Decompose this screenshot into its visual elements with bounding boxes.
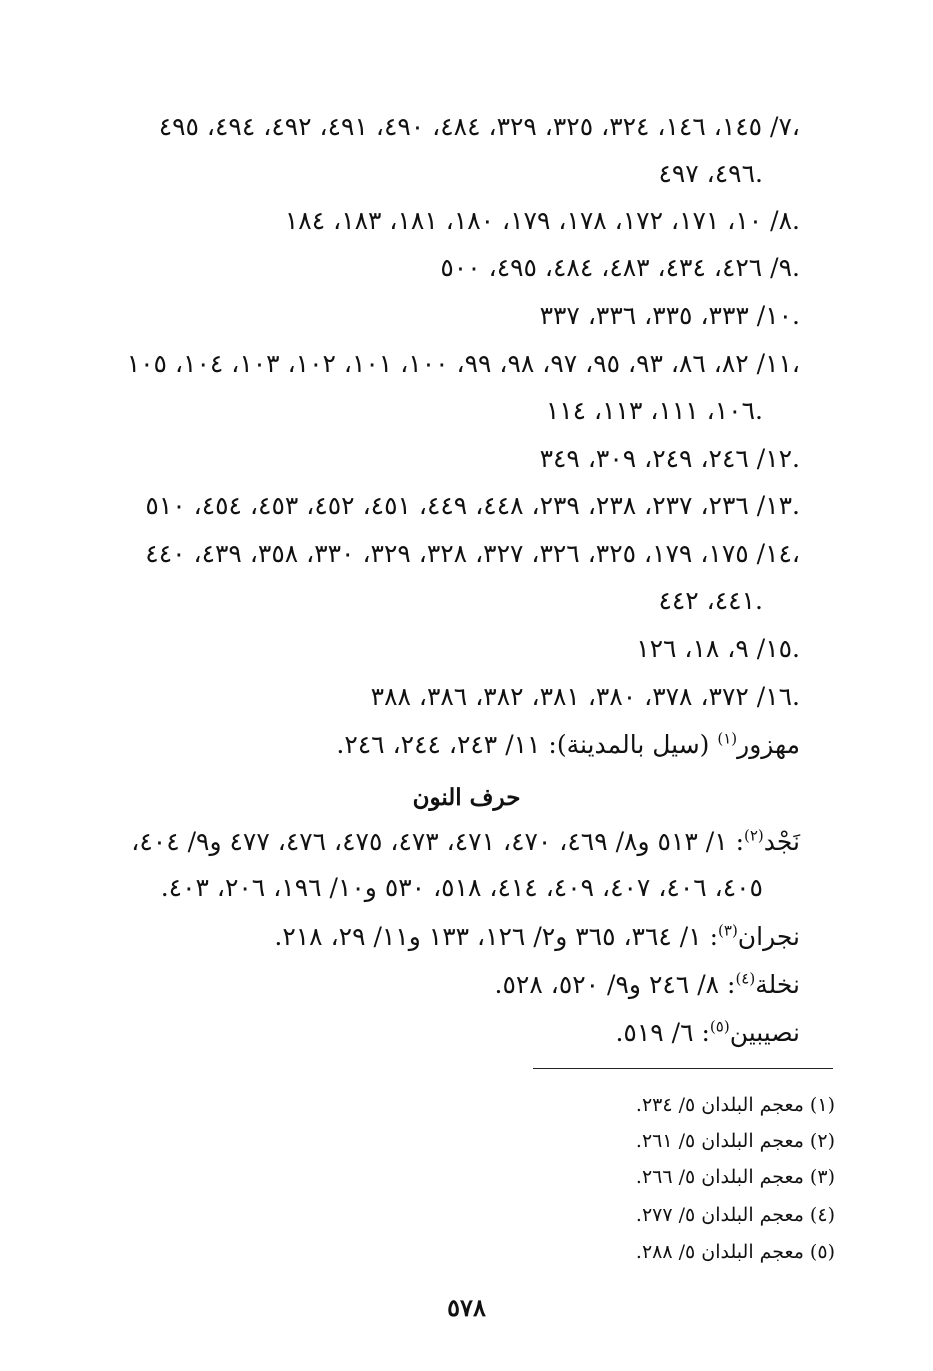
place-name: نَجْد — [763, 827, 800, 856]
footnote-ref: (٣) — [718, 921, 738, 940]
place-name: نخلة — [755, 970, 800, 999]
place-entry-najd — [131, 822, 800, 862]
place-refs: (سيل بالمدينة): ١١/ ٢٤٣، ٢٤٤، ٢٤٦. — [336, 730, 718, 759]
index-entry: ١٤/ ١٧٥، ١٧٩، ٣٢٥، ٣٢٦، ٣٢٧، ٣٢٨، ٣٢٩، ٣٣٠، ٣٥٨، ٤٣٩، ٤٤٠، — [145, 539, 800, 568]
index-entry: ٩/ ٤٢٦، ٤٣٤، ٤٨٣، ٤٨٤، ٤٩٥، ٥٠٠. — [440, 253, 800, 282]
index-entry: ١٠/ ٣٣٣، ٣٣٥، ٣٣٦، ٣٣٧. — [539, 301, 800, 330]
index-entry: ٨/ ١٠، ١٧١، ١٧٢، ١٧٨، ١٧٩، ١٨٠، ١٨١، ١٨٣، ١٨٤. — [284, 206, 800, 235]
place-entry-najran — [274, 917, 800, 957]
footnote-ref: (٢) — [744, 826, 764, 845]
index-entry-continuation: ٤٩٦، ٤٩٧. — [658, 159, 763, 188]
footnote: (٥) معجم البلدان ٥/ ٢٨٨. — [635, 1241, 835, 1263]
place-entry-mahzur — [336, 725, 800, 765]
index-entry: ١٦/ ٣٧٢، ٣٧٨، ٣٨٠، ٣٨١، ٣٨٢، ٣٨٦، ٣٨٨. — [370, 682, 800, 711]
place-name: مهزور — [737, 730, 800, 759]
index-entry: ٧/ ١٤٥، ١٤٦، ٣٢٤، ٣٢٥، ٣٢٩، ٤٨٤، ٤٩٠، ٤٩١، ٤٩٢، ٤٩٤، ٤٩٥، — [158, 112, 800, 141]
place-entry-nasibin — [615, 1013, 800, 1053]
footnote-ref: (٥) — [709, 1017, 730, 1036]
place-refs: : ٨/ ٢٤٦ و٩/ ٥٢٠، ٥٢٨. — [494, 970, 736, 999]
place-refs: : ٦/ ٥١٩. — [615, 1018, 710, 1047]
footnote-divider — [533, 1068, 833, 1069]
index-entry-continuation: ٤٠٥، ٤٠٦، ٤٠٧، ٤٠٩، ٤١٤، ٥١٨، ٥٣٠ و١٠/ ١٩٦، ٢٠٦، ٤٠٣. — [160, 873, 763, 902]
place-refs: : ١/ ٣٦٤، ٣٦٥ و٢/ ١٢٦، ١٣٣ و١١/ ٢٩، ٢١٨. — [274, 922, 719, 951]
place-name: نصيبين — [729, 1018, 800, 1047]
index-entry: ١٢/ ٢٤٦، ٢٤٩، ٣٠٩، ٣٤٩. — [539, 444, 800, 473]
place-entry-nakhla — [495, 965, 800, 1005]
place-name: نجران — [737, 922, 800, 951]
index-entry: ١٣/ ٢٣٦، ٢٣٧، ٢٣٨، ٢٣٩، ٤٤٨، ٤٤٩، ٤٥١، ٤٥٢، ٤٥٣، ٤٥٤، ٥١٠. — [145, 491, 800, 520]
footnote: (١) معجم البلدان ٥/ ٢٣٤. — [635, 1094, 835, 1116]
place-refs: : ١/ ٥١٣ و٨/ ٤٦٩، ٤٧٠، ٤٧١، ٤٧٣، ٤٧٥، ٤٧٦، ٤٧٧ و٩/ ٤٠٤، — [131, 827, 744, 856]
page-number: ٥٧٨ — [447, 1293, 486, 1322]
footnote-ref: (٤) — [735, 969, 756, 988]
footnote-ref: (١) — [717, 729, 738, 748]
footnote: (٣) معجم البلدان ٥/ ٢٦٦. — [635, 1166, 835, 1188]
index-entry-continuation: ٤٤١، ٤٤٢. — [658, 586, 763, 615]
section-heading: حرف النون — [412, 784, 521, 811]
index-entry: ١٥/ ٩، ١٨، ١٢٦. — [636, 634, 800, 663]
index-entry-continuation: ١٠٦، ١١١، ١١٣، ١١٤. — [545, 396, 763, 425]
footnote: (٢) معجم البلدان ٥/ ٢٦١. — [635, 1130, 835, 1152]
footnote: (٤) معجم البلدان ٥/ ٢٧٧. — [635, 1204, 835, 1226]
index-entry: ١١/ ٨٢، ٨٦، ٩٣، ٩٥، ٩٧، ٩٨، ٩٩، ١٠٠، ١٠١، ١٠٢، ١٠٣، ١٠٤، ١٠٥، — [126, 349, 800, 378]
